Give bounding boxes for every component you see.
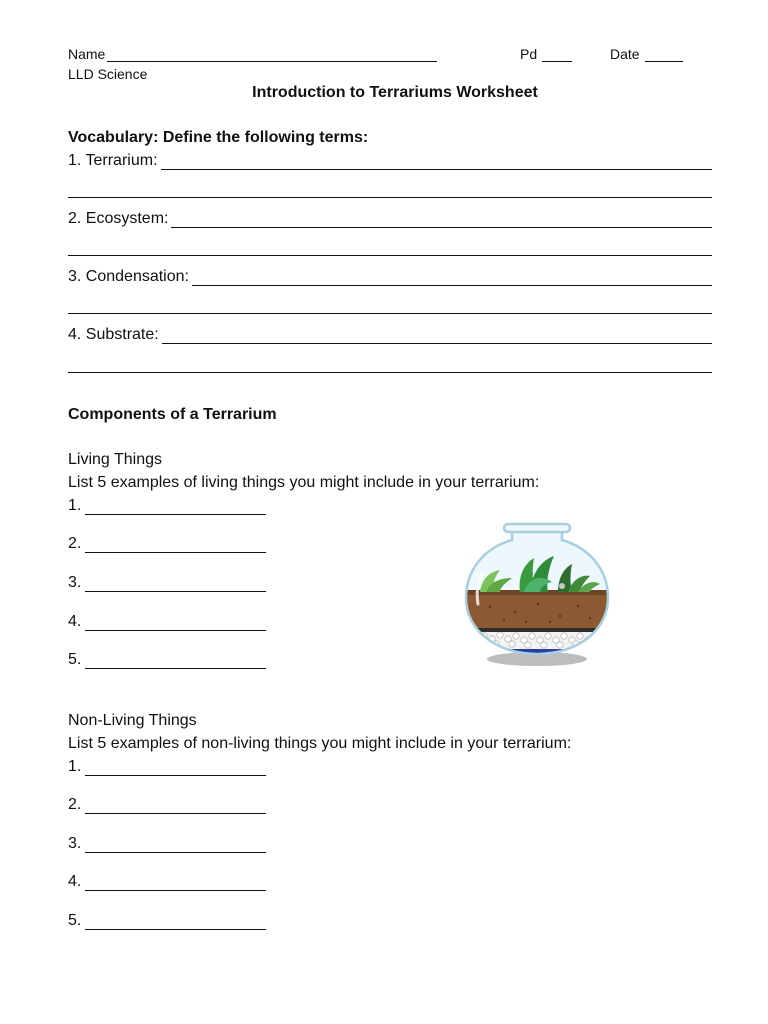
answer-blank bbox=[85, 500, 266, 515]
components-heading: Components of a Terrarium bbox=[68, 406, 277, 423]
list-item bbox=[68, 835, 266, 853]
name-field bbox=[68, 46, 437, 62]
answer-line bbox=[68, 197, 712, 198]
list-item bbox=[68, 912, 266, 930]
list-number: 4. bbox=[68, 613, 82, 630]
list-item bbox=[68, 535, 266, 553]
date-field bbox=[610, 46, 683, 62]
course-label: LLD Science bbox=[68, 66, 148, 82]
living-things-subheading: Living Things bbox=[68, 451, 162, 468]
vocab-term-row bbox=[68, 326, 712, 344]
answer-line bbox=[68, 372, 712, 373]
list-item bbox=[68, 651, 266, 669]
list-number: 2. bbox=[68, 535, 82, 552]
answer-blank bbox=[85, 799, 266, 814]
list-number: 1. bbox=[68, 758, 82, 775]
list-number: 4. bbox=[68, 873, 82, 890]
living-things-prompt: List 5 examples of living things you might include in your terrarium: bbox=[68, 474, 540, 491]
non-living-things-subheading: Non-Living Things bbox=[68, 712, 197, 729]
list-item bbox=[68, 796, 266, 814]
answer-line bbox=[68, 313, 712, 314]
answer-blank bbox=[161, 155, 712, 170]
name-blank bbox=[107, 49, 437, 62]
date-blank bbox=[645, 49, 683, 62]
non-living-things-prompt: List 5 examples of non-living things you might include in your terrarium: bbox=[68, 735, 572, 752]
vocab-term-row bbox=[68, 210, 712, 228]
vocab-term-row bbox=[68, 268, 712, 286]
list-number: 1. bbox=[68, 497, 82, 514]
vocab-term-label: 4. Substrate: bbox=[68, 326, 159, 343]
date-label: Date bbox=[610, 46, 640, 62]
period-field bbox=[520, 46, 572, 62]
answer-blank bbox=[85, 915, 266, 930]
page-title: Introduction to Terrariums Worksheet bbox=[252, 84, 538, 101]
list-number: 5. bbox=[68, 912, 82, 929]
pd-label: Pd bbox=[520, 46, 538, 62]
list-item bbox=[68, 497, 266, 515]
answer-blank bbox=[85, 577, 266, 592]
answer-blank bbox=[85, 838, 266, 853]
list-item bbox=[68, 574, 266, 592]
list-item bbox=[68, 613, 266, 631]
list-number: 5. bbox=[68, 651, 82, 668]
jar-rim bbox=[504, 524, 570, 532]
answer-blank bbox=[85, 538, 266, 553]
pd-blank bbox=[542, 49, 572, 62]
answer-blank bbox=[171, 213, 712, 228]
answer-blank bbox=[85, 616, 266, 631]
list-item bbox=[68, 873, 266, 891]
list-item bbox=[68, 758, 266, 776]
answer-line bbox=[68, 255, 712, 256]
list-number: 2. bbox=[68, 796, 82, 813]
vocab-term-row bbox=[68, 152, 712, 170]
vocab-term-label: 2. Ecosystem: bbox=[68, 210, 169, 227]
answer-blank bbox=[192, 271, 712, 286]
vocab-term-label: 1. Terrarium: bbox=[68, 152, 158, 169]
answer-blank bbox=[85, 876, 266, 891]
answer-blank bbox=[85, 654, 266, 669]
vocab-term-label: 3. Condensation: bbox=[68, 268, 189, 285]
list-number: 3. bbox=[68, 574, 82, 591]
vocabulary-heading: Vocabulary: Define the following terms: bbox=[68, 129, 369, 146]
terrarium-jar-illustration bbox=[460, 512, 614, 672]
answer-blank bbox=[85, 761, 266, 776]
answer-blank bbox=[162, 329, 712, 344]
name-label: Name bbox=[68, 46, 106, 62]
list-number: 3. bbox=[68, 835, 82, 852]
